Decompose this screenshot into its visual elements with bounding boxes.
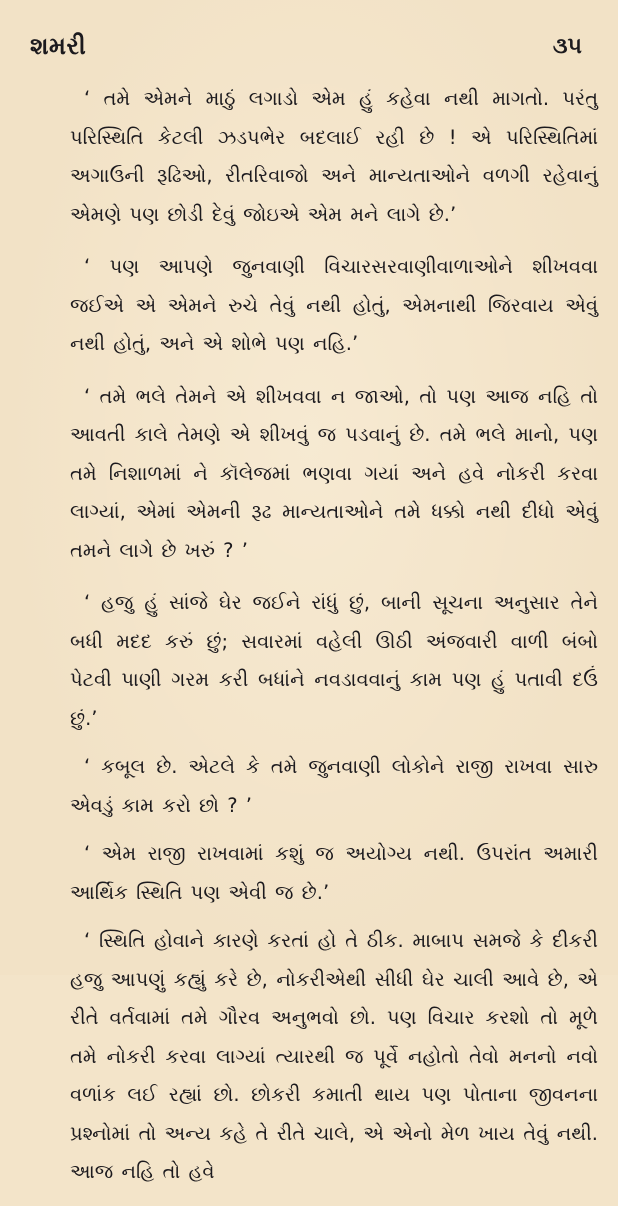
paragraph: ‘ તમે ભલે તેમને એ શીખવવા ન જાઓ, તો પણ આજ નહિ તો આવતી કાલે તેમણે એ શીખવું જ પડવાનું છે. તમે ભલે માનો, પણ તમે નિશાળમાં ને કૉલેજમાં ભણવા ગયાં અને હવે નોકરી કરવા લાગ્યાં, એમાં એમની રૂઢ માન્યતાઓને તમે ધક્કો નથી દીધો એવું તમને લાગે છે ખરું ? ’ bbox=[70, 384, 598, 562]
paragraph: ‘ પણ આપણે જુનવાણી વિચારસરવાણીવાળાઓને શીખવવા જઈએ એ એમને રુચે તેવું નથી હોતું, એમનાથી જિરવાય એવું નથી હોતું, અને એ શોભે પણ નહિ.’ bbox=[70, 255, 598, 355]
page-number: ૩૫ bbox=[552, 34, 582, 59]
paragraph: ‘ એમ રાજી રાખવામાં કશું જ અયોગ્ય નથી. ઉપરાંત અમારી આર્થિક સ્થિતિ પણ એવી જ છે.’ bbox=[70, 842, 598, 904]
paragraph: ‘ તમે એમને માઠું લગાડો એમ હું કહેવા નથી માગતો. પરંતુ પરિસ્થિતિ કેટલી ઝડપભેર બદલાઈ રહી છે ! એ પરિસ્થિતિમાં અગાઉની રૂઢિઓ, રીતરિવાજો અને માન્યતાઓને વળગી રહેવાનું એમણે પણ છોડી દેવું જોઇએ એમ મને લાગે છે.’ bbox=[70, 87, 598, 226]
running-title: શમરી bbox=[30, 32, 87, 60]
paragraph: ‘ સ્થિતિ હોવાને કારણે કરતાં હો તે ઠીક. માબાપ સમજે કે દીકરી હજુ આપણું કહ્યું કરે છે, નોકરીએથી સીધી ઘેર ચાલી આવે છે, એ રીતે વર્તવામાં તમે ગૌરવ અનુભવો છો. પણ વિચાર કરશો તો મૂળે તમે નોકરી કરવા લાગ્યાં ત્યારથી જ પૂર્વે નહોતો તેવો મનનો નવો વળાંક લઈ રહ્યાં છો. છોકરી કમાતી થાય પણ પોતાના જીવનના પ્રશ્નોમાં તો અન્ય કહે તે રીતે ચાલે, એ એનો મેળ ખાય તેવું નથી. આજ નહિ તો હવે bbox=[70, 929, 598, 1183]
page-header bbox=[30, 24, 582, 64]
paragraph: ‘ હજુ હું સાંજે ઘેર જઈને રાંધું છું, બાની સૂચના અનુસાર તેને બધી મદદ કરું છું; સવારમાં વહેલી ઊઠી અંજવારી વાળી બંબો પેટવી પાણી ગરમ કરી બધાંને નવડાવવાનું કામ પણ હું પતાવી દઉં છું.’ bbox=[70, 591, 598, 730]
body-text bbox=[70, 80, 598, 1206]
paragraph: ‘ કબૂલ છે. એટલે કે તમે જુનવાણી લોકોને રાજી રાખવા સારુ એવડું કામ કરો છો ? ’ bbox=[70, 755, 598, 817]
